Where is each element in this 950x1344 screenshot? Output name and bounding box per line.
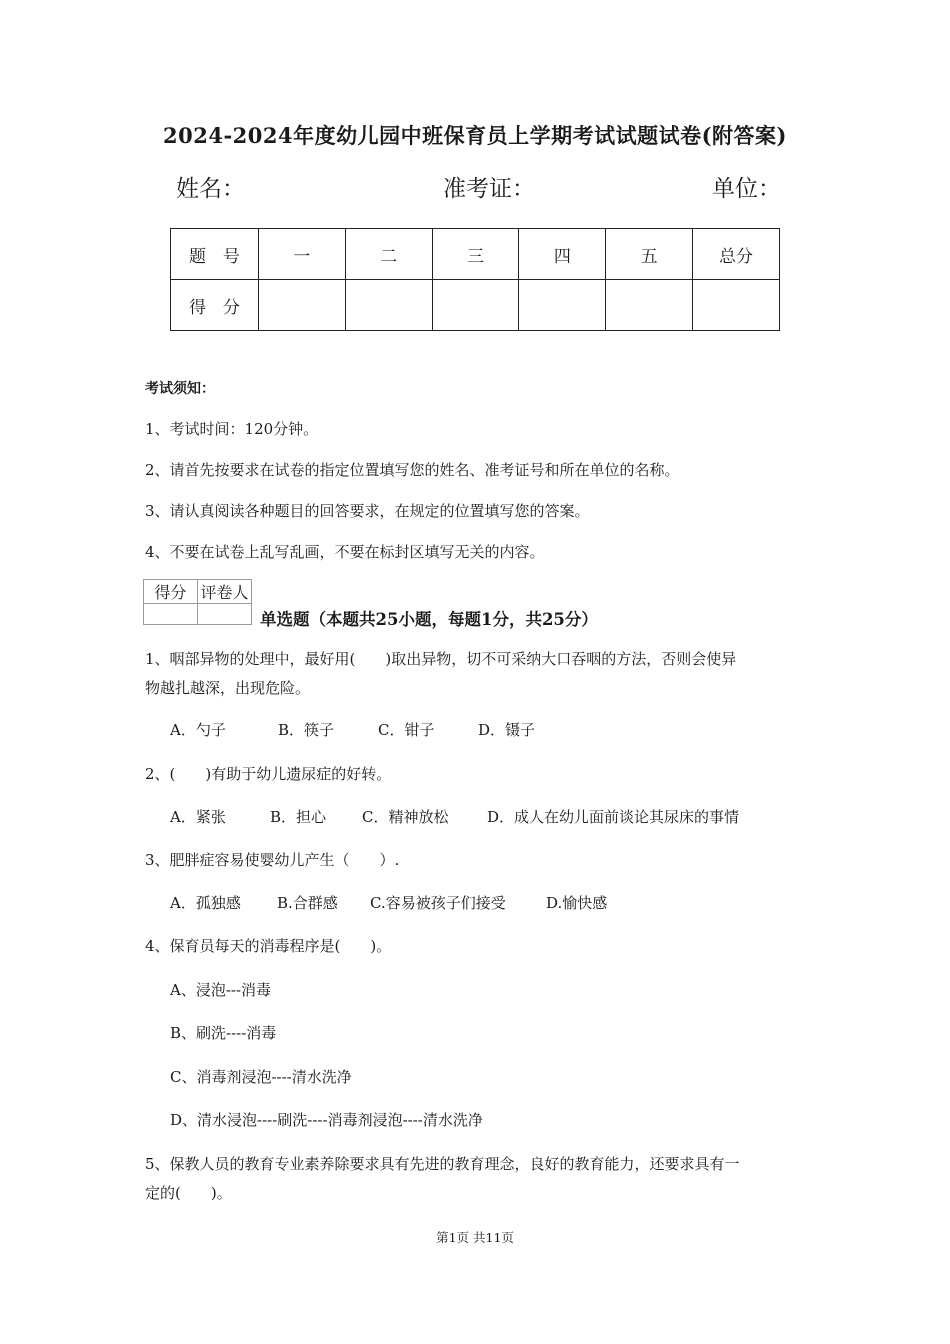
page-title: 2024-2024年度幼儿园中班保育员上学期考试试题试卷(附答案)	[163, 123, 787, 148]
score-table-cell: 题 号	[171, 229, 259, 280]
question-4-option: D、清水浸泡----刷洗----消毒剂浸泡----清水洗净	[170, 1111, 483, 1129]
question-1-option: C．钳子	[378, 721, 435, 739]
question-2-option: D．成人在幼儿面前谈论其尿床的事情	[487, 808, 740, 826]
question-2-option: A．紧张	[170, 808, 226, 826]
section-title: 单选题（本题共25小题，每题1分，共25分）	[260, 610, 598, 629]
question-1-option: A．勺子	[170, 721, 226, 739]
score-table-cell: 四	[519, 229, 606, 280]
score-table-cell: 五	[606, 229, 693, 280]
score-table-cell: 三	[432, 229, 519, 280]
score-table-score-row	[171, 280, 780, 331]
page-footer: 第1页 共11页	[436, 1230, 514, 1245]
question-3-option: A．孤独感	[170, 894, 241, 912]
question-1-option: D．镊子	[478, 721, 536, 739]
score-input-cell[interactable]	[432, 280, 519, 331]
question-3-option: D.愉快感	[546, 894, 608, 912]
score-table-header-row	[171, 229, 780, 280]
question-1-text: 1、咽部异物的处理中，最好用( )取出异物，切不可采纳大口吞咽的方法，否则会使异	[145, 650, 737, 668]
question-1-text-cont: 物越扎越深，出现危险。	[145, 679, 311, 697]
score-table-cell: 二	[345, 229, 432, 280]
grader-box-score-label: 得分	[144, 580, 198, 604]
grader-box-score-cell[interactable]	[144, 604, 198, 625]
notice-item: 4、不要在试卷上乱写乱画，不要在标封区填写无关的内容。	[145, 543, 545, 561]
grader-box	[143, 579, 252, 625]
question-3-option: B.合群感	[277, 894, 338, 912]
question-2-option: B．担心	[270, 808, 327, 826]
score-input-cell[interactable]	[258, 280, 345, 331]
question-3-option: C.容易被孩子们接受	[370, 894, 506, 912]
question-4-option: B、刷洗----消毒	[170, 1024, 277, 1042]
exam-id-label: 准考证：	[443, 176, 535, 202]
score-table	[170, 228, 780, 331]
question-1-option: B．筷子	[278, 721, 335, 739]
question-4-option: C、消毒剂浸泡----清水洗净	[170, 1068, 352, 1086]
question-2-text: 2、( )有助于幼儿遗尿症的好转。	[145, 765, 392, 783]
question-4-text: 4、保育员每天的消毒程序是( )。	[145, 937, 392, 955]
question-2-option: C．精神放松	[362, 808, 449, 826]
score-input-cell[interactable]	[519, 280, 606, 331]
question-3-text: 3、肥胖症容易使婴幼儿产生（ ）.	[145, 851, 400, 869]
score-table-cell: 总分	[693, 229, 780, 280]
score-table-cell: 一	[258, 229, 345, 280]
notice-title: 考试须知：	[145, 381, 215, 397]
question-4-option: A、浸泡---消毒	[170, 981, 272, 999]
question-5-text: 5、保教人员的教育专业素养除要求具有先进的教育理念，良好的教育能力，还要求具有一	[145, 1155, 740, 1173]
notice-item: 2、请首先按要求在试卷的指定位置填写您的姓名、准考证号和所在单位的名称。	[145, 461, 680, 479]
notice-item: 3、请认真阅读各种题目的回答要求，在规定的位置填写您的答案。	[145, 502, 590, 520]
score-table-cell: 得 分	[171, 280, 259, 331]
name-label: 姓名：	[176, 176, 245, 202]
question-5-text-cont: 定的( )。	[145, 1184, 232, 1202]
score-input-cell[interactable]	[693, 280, 780, 331]
grader-box-grader-cell[interactable]	[198, 604, 252, 625]
notice-item: 1、考试时间：120分钟。	[145, 420, 319, 438]
score-input-cell[interactable]	[606, 280, 693, 331]
grader-box-grader-label: 评卷人	[198, 580, 252, 604]
unit-label: 单位：	[712, 176, 781, 202]
score-input-cell[interactable]	[345, 280, 432, 331]
